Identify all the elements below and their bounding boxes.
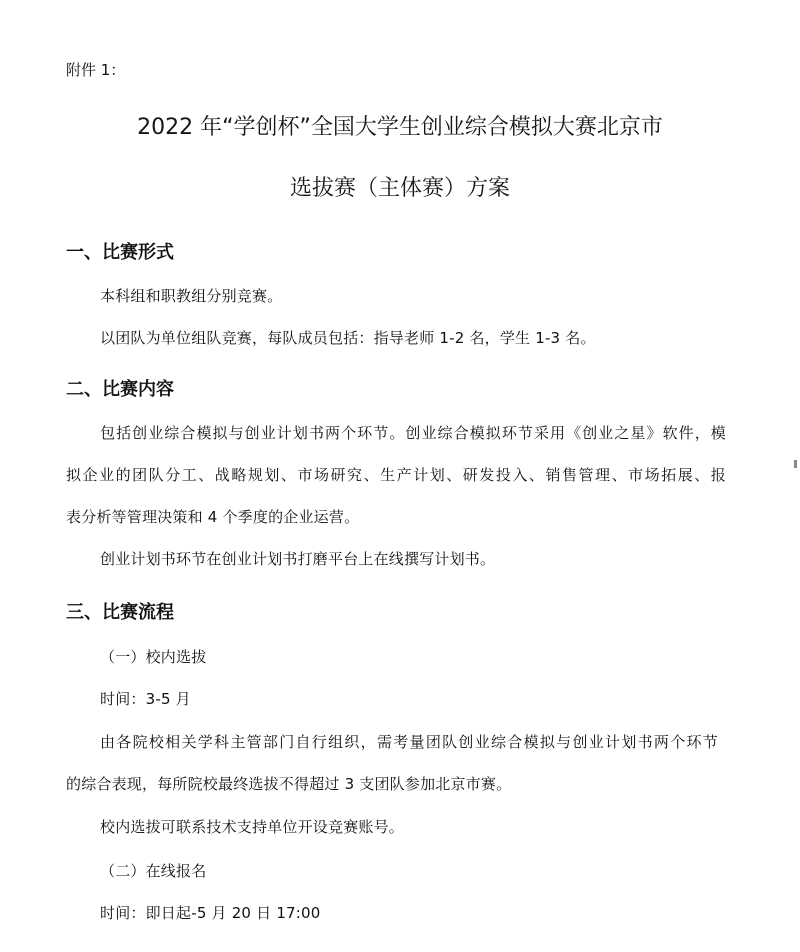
scan-edge-mark <box>794 460 797 468</box>
section2-paragraph-1-line-2: 拟企业的团队分工、战略规划、市场研究、生产计划、研发投入、销售管理、市场拓展、报 <box>66 466 726 484</box>
section1-paragraph-2: 以团队为单位组队竞赛，每队成员包括：指导老师 1-2 名，学生 1-3 名。 <box>100 329 596 347</box>
subsection1-time: 时间：3-5 月 <box>100 690 191 708</box>
section-heading-format: 一、比赛形式 <box>66 242 174 263</box>
section1-paragraph-1: 本科组和职教组分别竞赛。 <box>100 287 283 305</box>
section2-paragraph-1-line-1: 包括创业综合模拟与创业计划书两个环节。创业综合模拟环节采用《创业之星》软件，模 <box>100 424 726 442</box>
subsection1-paragraph-2: 校内选拔可联系技术支持单位开设竞赛账号。 <box>100 818 405 836</box>
document-title-line-1: 2022 年“学创杯”全国大学生创业综合模拟大赛北京市 <box>137 115 663 140</box>
subsection1-paragraph-1-line-1: 由各院校相关学科主管部门自行组织，需考量团队创业综合模拟与创业计划书两个环节 <box>100 733 718 751</box>
section2-paragraph-1-line-3: 表分析等管理决策和 4 个季度的企业运营。 <box>66 508 360 526</box>
section-heading-content: 二、比赛内容 <box>66 379 174 400</box>
subsection-heading-online-registration: （二）在线报名 <box>100 862 207 880</box>
section2-paragraph-2: 创业计划书环节在创业计划书打磨平台上在线撰写计划书。 <box>100 550 496 568</box>
subsection2-time: 时间：即日起-5 月 20 日 17:00 <box>100 904 321 922</box>
subsection-heading-campus-selection: （一）校内选拔 <box>100 648 207 666</box>
document-title-line-2: 选拔赛（主体赛）方案 <box>289 176 510 201</box>
section-heading-process: 三、比赛流程 <box>66 602 174 623</box>
subsection1-paragraph-1-line-2: 的综合表现，每所院校最终选拔不得超过 3 支团队参加北京市赛。 <box>66 775 512 793</box>
attachment-label: 附件 1： <box>66 61 126 79</box>
